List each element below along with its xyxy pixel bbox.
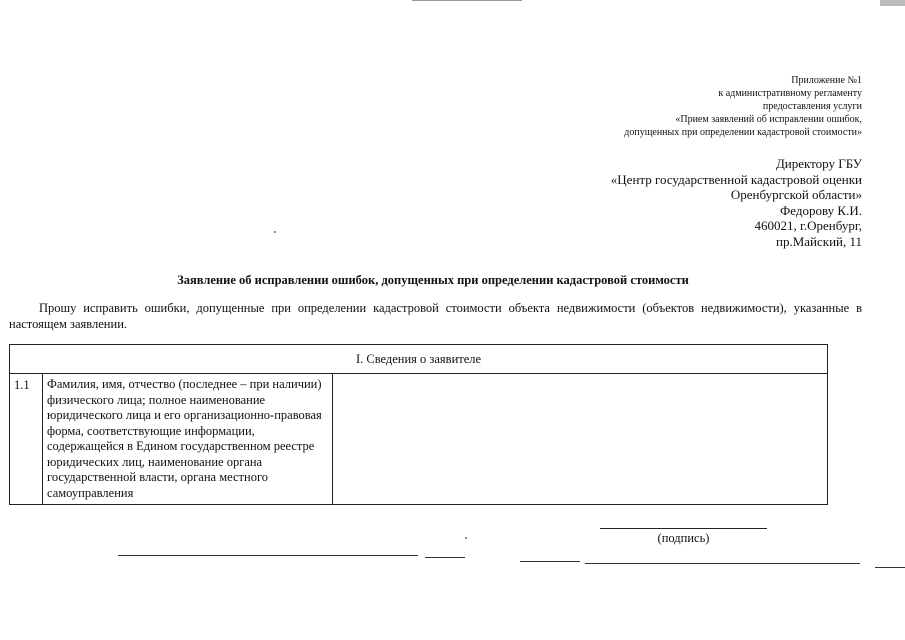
section-header-row: [10, 345, 828, 374]
scan-artifact-bottom-2: [425, 557, 465, 558]
signature-line[interactable]: [600, 528, 767, 529]
intro-paragraph: Прошу исправить ошибки, допущенные при определении кадастровой стоимости объекта недвижимости (объектов недвижимости), указанные в настоящем заявлении.: [9, 301, 862, 331]
row-label: Фамилия, имя, отчество (последнее – при наличии) физического лица; полное наименование юридического лица и его организационно-правовая форма, соответствующие информации, содержащейся в Едином государственном реестре юридических лиц, наименование органа государственной власти, органа местного самоуправления: [43, 374, 333, 505]
document-title: Заявление об исправлении ошибок, допущенных при определении кадастровой стоимости: [177, 273, 689, 287]
scan-artifact-top: [412, 0, 522, 1]
addressee-line: 460021, г.Оренбург,: [754, 218, 862, 233]
scan-artifact-bottom-4: [585, 563, 860, 564]
table-row: [10, 374, 828, 505]
row-number: 1.1: [10, 374, 43, 505]
applicant-name-field[interactable]: [333, 374, 828, 505]
scan-artifact-bottom: [118, 555, 418, 556]
addressee-block: [542, 156, 862, 249]
addressee-line: Директору ГБУ: [775, 156, 862, 171]
applicant-info-table: [9, 344, 828, 505]
scan-artifact-top-right: [880, 0, 905, 6]
appendix-block: [542, 74, 862, 139]
scan-artifact-bottom-3: [520, 561, 580, 562]
appendix-line: предоставления услуги: [762, 101, 862, 112]
appendix-line: Приложение №1: [791, 75, 862, 86]
scan-speck: [274, 231, 276, 233]
section-header: I. Сведения о заявителе: [10, 345, 828, 374]
appendix-line: к административному регламенту: [718, 88, 862, 99]
addressee-line: Федорову К.И.: [780, 202, 862, 218]
signature-caption: (подпись): [657, 531, 710, 545]
scan-speck: [465, 537, 467, 539]
scan-artifact-bottom-5: [875, 567, 905, 568]
addressee-line: пр.Майский, 11: [775, 233, 862, 249]
addressee-line: «Центр государственной кадастровой оценки: [610, 171, 862, 187]
appendix-line: допущенных при определении кадастровой стоимости»: [624, 127, 862, 138]
addressee-line: Оренбургской области»: [730, 187, 862, 202]
appendix-line: «Прием заявлений об исправлении ошибок,: [675, 114, 862, 125]
